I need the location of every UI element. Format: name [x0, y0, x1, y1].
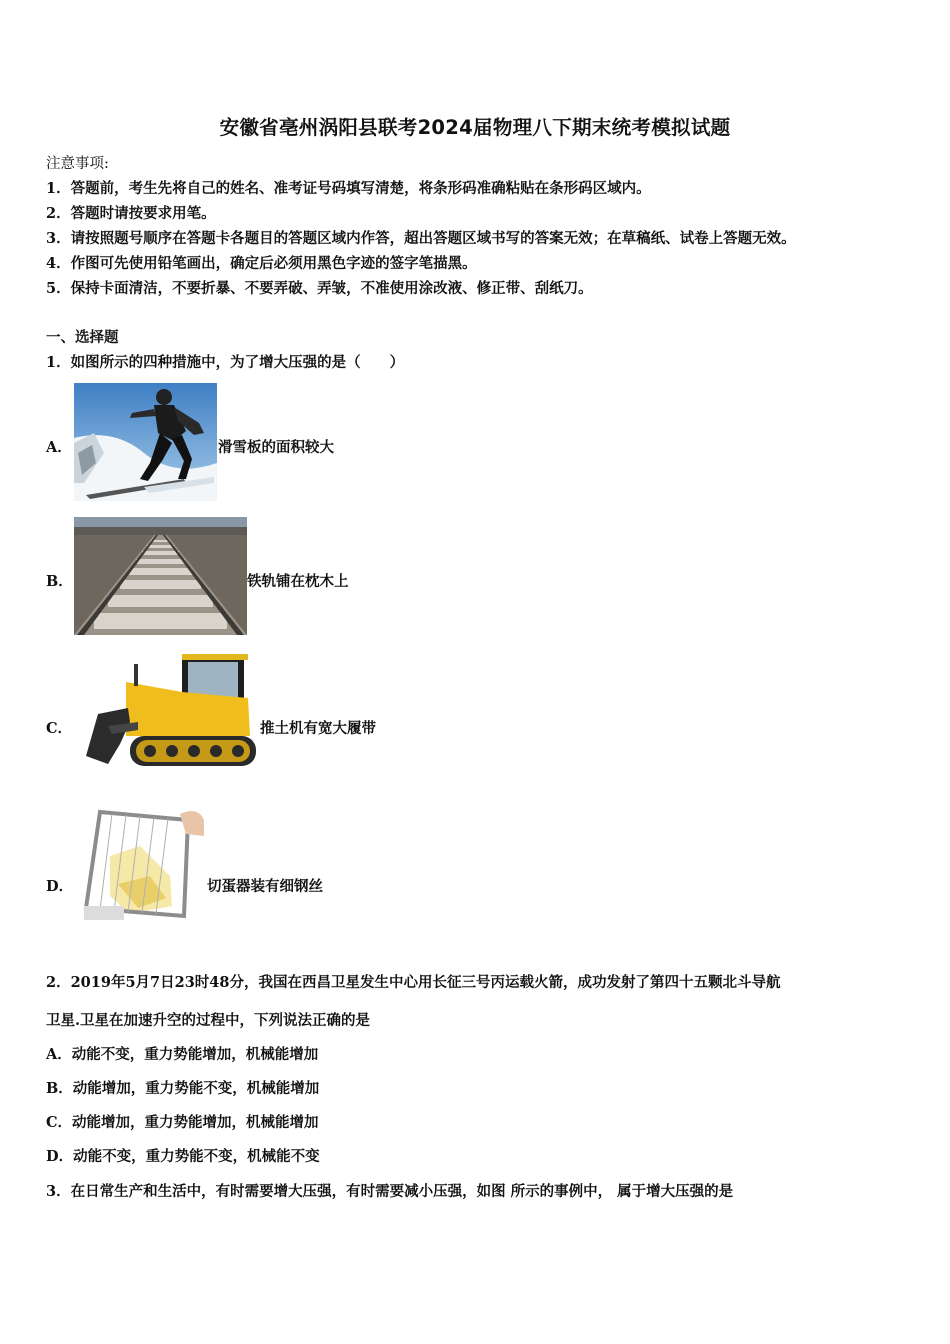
q1-option-d-text: 切蛋器装有细钢丝: [207, 878, 323, 895]
question-2-stem-line-2: 卫星.卫星在加速升空的过程中，下列说法正确的是: [46, 1012, 371, 1029]
bulldozer-image: [78, 652, 258, 772]
railway-track-image: [74, 517, 247, 635]
q1-option-a-letter: A．: [46, 439, 72, 456]
q1-option-a-text: 滑雪板的面积较大: [218, 439, 334, 456]
question-1-stem: 1．如图所示的四种措施中，为了增大压强的是（ ）: [46, 354, 405, 371]
q2-option-d: D．动能不变，重力势能不变，机械能不变: [46, 1148, 320, 1165]
page-title: 安徽省亳州涡阳县联考2024届物理八下期末统考模拟试题: [219, 116, 731, 139]
egg-slicer-image: [80, 806, 206, 928]
notice-item-2: 2．答题时请按要求用笔。: [46, 205, 216, 222]
q1-option-d-letter: D．: [46, 878, 74, 895]
q1-option-c-text: 推土机有宽大履带: [260, 720, 376, 737]
q1-option-b-letter: B．: [46, 573, 73, 590]
q1-option-b-text: 铁轨铺在枕木上: [247, 573, 349, 590]
q2-option-a: A．动能不变，重力势能增加，机械能增加: [46, 1046, 319, 1063]
notice-item-1: 1．答题前，考生先将自己的姓名、准考证号码填写清楚，将条形码准确粘贴在条形码区域内。: [46, 180, 651, 197]
notice-item-3: 3．请按照题号顺序在答题卡各题目的答题区域内作答，超出答题区域书写的答案无效；在草稿纸、试卷上答题无效。: [46, 230, 796, 247]
q2-option-b: B．动能增加，重力势能不变，机械能增加: [46, 1080, 320, 1097]
notice-item-4: 4．作图可先使用铅笔画出，确定后必须用黑色字迹的签字笔描黑。: [46, 255, 477, 272]
question-3-stem: 3．在日常生产和生活中，有时需要增大压强，有时需要减小压强，如图 所示的事例中， 属于增大压强的是: [46, 1183, 734, 1200]
section-heading: 一、选择题: [46, 329, 119, 346]
q1-option-c-letter: C．: [46, 720, 73, 737]
skier-image: [74, 383, 217, 501]
notice-heading: 注意事项:: [46, 156, 109, 172]
q2-option-c: C．动能增加，重力势能增加，机械能增加: [46, 1114, 319, 1131]
notice-item-5: 5．保持卡面清洁，不要折暴、不要弄破、弄皱，不准使用涂改液、修正带、刮纸刀。: [46, 280, 593, 297]
question-2-stem-line-1: 2．2019年5月7日23时48分，我国在西昌卫星发生中心用长征三号丙运载火箭，成功发射了第四十五颗北斗导航: [46, 974, 781, 991]
